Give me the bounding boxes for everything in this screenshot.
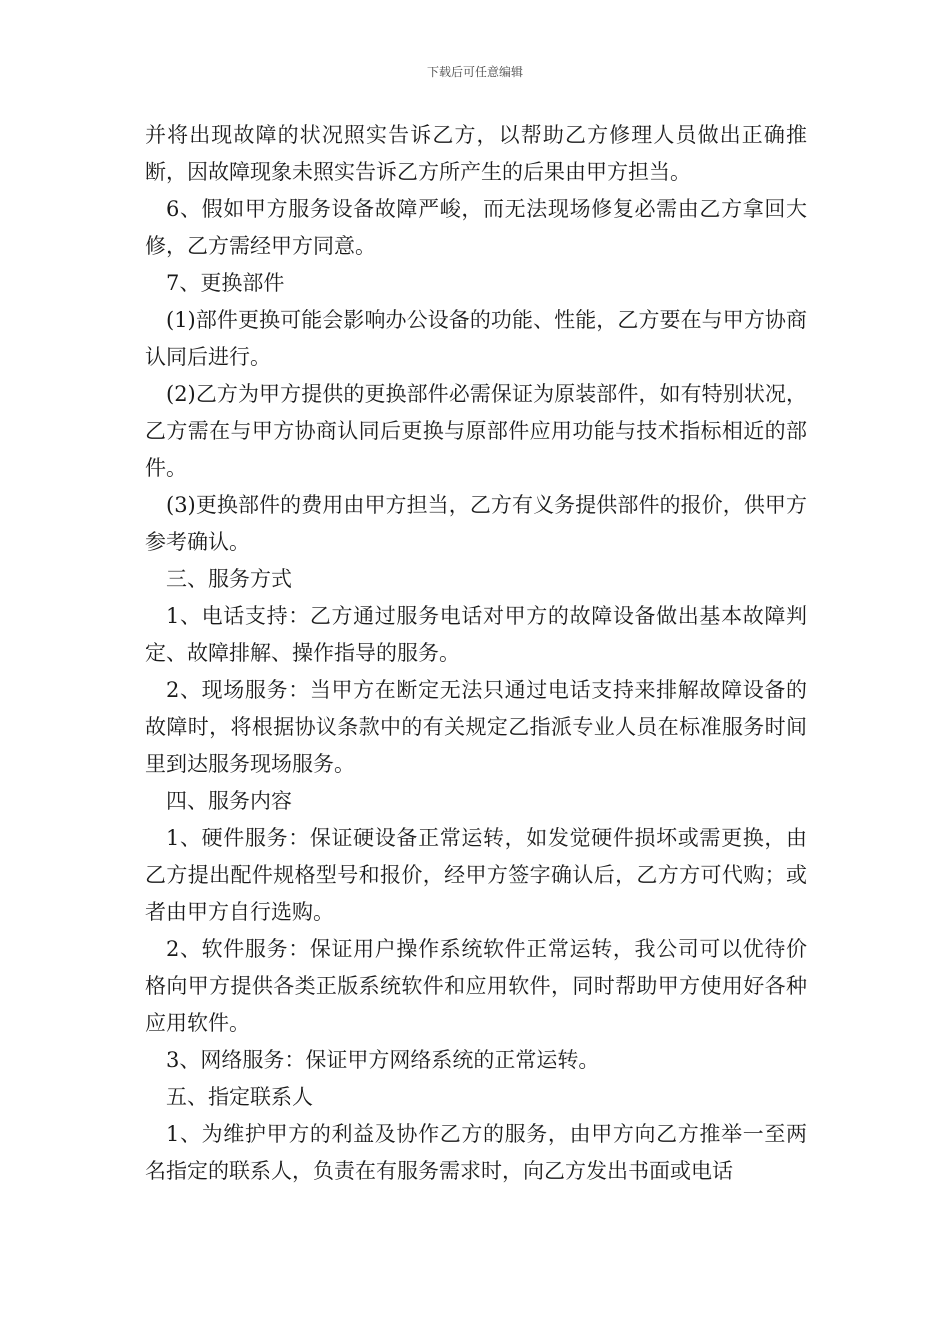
paragraph: (1)部件更换可能会影响办公设备的功能、性能，乙方要在与甲方协商认同后进行。: [145, 308, 807, 369]
page-header: 下载后可任意编辑: [426, 65, 523, 79]
paragraph: (2)乙方为甲方提供的更换部件必需保证为原装部件，如有特别状况，乙方需在与甲方协商认同后更换与原部件应用功能与技术指标相近的部件。: [145, 382, 807, 480]
document-body: [145, 117, 807, 1190]
section-heading: 三、服务方式: [166, 567, 292, 591]
paragraph: 2、现场服务：当甲方在断定无法只通过电话支持来排解故障设备的故障时，将根据协议条款中的有关规定乙指派专业人员在标准服务时间里到达服务现场服务。: [145, 678, 807, 776]
section-heading: 7、更换部件: [166, 271, 285, 295]
section-heading: 四、服务内容: [166, 789, 292, 813]
section-heading: 五、指定联系人: [166, 1085, 313, 1109]
paragraph: 3、网络服务：保证甲方网络系统的正常运转。: [166, 1048, 600, 1072]
paragraph: 2、软件服务：保证用户操作系统软件正常运转，我公司可以优待价格向甲方提供各类正版系统软件和应用软件，同时帮助甲方使用好各种应用软件。: [145, 937, 807, 1035]
paragraph: 1、硬件服务：保证硬设备正常运转，如发觉硬件损坏或需更换，由乙方提出配件规格型号和报价，经甲方签字确认后，乙方方可代购；或者由甲方自行选购。: [145, 826, 807, 924]
paragraph: 1、为维护甲方的利益及协作乙方的服务，由甲方向乙方推举一至两名指定的联系人，负责在有服务需求时，向乙方发出书面或电话: [145, 1122, 807, 1183]
paragraph: 1、电话支持：乙方通过服务电话对甲方的故障设备做出基本故障判定、故障排解、操作指导的服务。: [145, 604, 807, 665]
paragraph: (3)更换部件的费用由甲方担当，乙方有义务提供部件的报价，供甲方参考确认。: [145, 493, 807, 554]
paragraph: 6、假如甲方服务设备故障严峻，而无法现场修复必需由乙方拿回大修，乙方需经甲方同意。: [145, 197, 807, 258]
paragraph: 并将出现故障的状况照实告诉乙方，以帮助乙方修理人员做出正确推断，因故障现象未照实告诉乙方所产生的后果由甲方担当。: [145, 123, 807, 184]
